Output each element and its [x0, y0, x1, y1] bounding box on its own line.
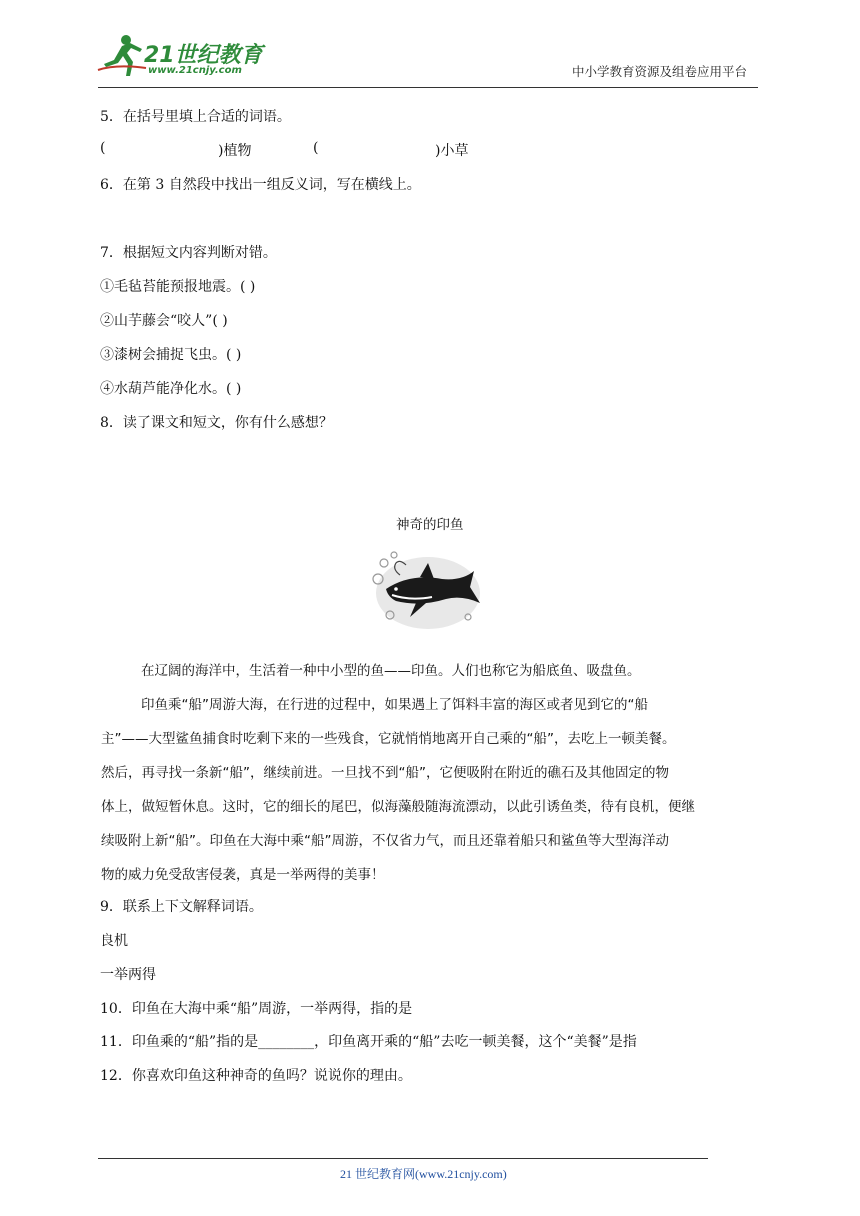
passage-line: 然后，再寻找一条新“船”，继续前进。一旦找不到“船”，它便吸附在附近的礁石及其他固定的物 [101, 765, 669, 781]
runner-logo-icon [96, 34, 148, 78]
question-12: 12．你喜欢印鱼这种神奇的鱼吗？说说你的理由。 [100, 1068, 412, 1084]
shark-illustration-icon [370, 545, 486, 637]
header-divider [98, 87, 758, 88]
question-10: 10．印鱼在大海中乘“船”周游，一举两得，指的是 [100, 1001, 413, 1017]
question-7-item: ③漆树会捕捉飞虫。( ) [100, 347, 242, 363]
passage-line: 物的威力免受敌害侵袭，真是一举两得的美事！ [101, 867, 385, 883]
passage-line: 印鱼乘“船”周游大海，在行进的过程中，如果遇上了饵料丰富的海区或者见到它的“船 [141, 697, 648, 713]
blank-2-open: ( [313, 140, 319, 156]
passage-title: 神奇的印鱼 [396, 517, 464, 533]
footer-divider [98, 1158, 708, 1159]
question-11: 11．印鱼乘的“船”指的是________，印鱼离开乘的“船”去吃一顿美餐，这个“美餐”是指 [100, 1034, 637, 1050]
question-6: 6．在第 3 自然段中找出一组反义词，写在横线上。 [100, 177, 421, 193]
logo-main-text: 21世纪教育 [144, 43, 263, 68]
question-9-word: 良机 [100, 933, 128, 949]
question-8: 8．读了课文和短文，你有什么感想？ [100, 415, 333, 431]
question-9-word: 一举两得 [100, 967, 156, 983]
passage-line: 续吸附上新“船”。印鱼在大海中乘“船”周游，不仅省力气，而且还靠着船只和鲨鱼等大型海洋动 [101, 833, 669, 849]
logo [96, 34, 266, 82]
blank-1-open: ( [100, 140, 106, 156]
question-7: 7．根据短文内容判断对错。 [100, 245, 277, 261]
header-right-text: 中小学教育资源及组卷应用平台 [572, 64, 748, 79]
passage-line: 体上，做短暂休息。这时，它的细长的尾巴，似海藻般随海流漂动，以此引诱鱼类，待有良机，便继 [101, 799, 695, 815]
logo-url-text: www.21cnjy.com [148, 65, 242, 76]
blank-1-close: )植物 [218, 143, 252, 159]
footer-link[interactable]: 21 世纪教育网(www.21cnjy.com) [340, 1167, 507, 1181]
question-5: 5．在括号里填上合适的词语。 [100, 109, 291, 125]
passage-line: 主”——大型鲨鱼捕食时吃剩下来的一些残食，它就悄悄地离开自己乘的“船”，去吃上一顿美餐。 [101, 731, 676, 747]
question-7-item: ①毛毡苔能预报地震。( ) [100, 279, 256, 295]
question-7-item: ④水葫芦能净化水。( ) [100, 381, 242, 397]
passage-line: 在辽阔的海洋中，生活着一种中小型的鱼——印鱼。人们也称它为船底鱼、吸盘鱼。 [141, 663, 641, 679]
blank-2-close: )小草 [435, 143, 469, 159]
question-9: 9．联系上下文解释词语。 [100, 899, 263, 915]
question-7-item: ②山芋藤会“咬人”( ) [100, 313, 228, 329]
